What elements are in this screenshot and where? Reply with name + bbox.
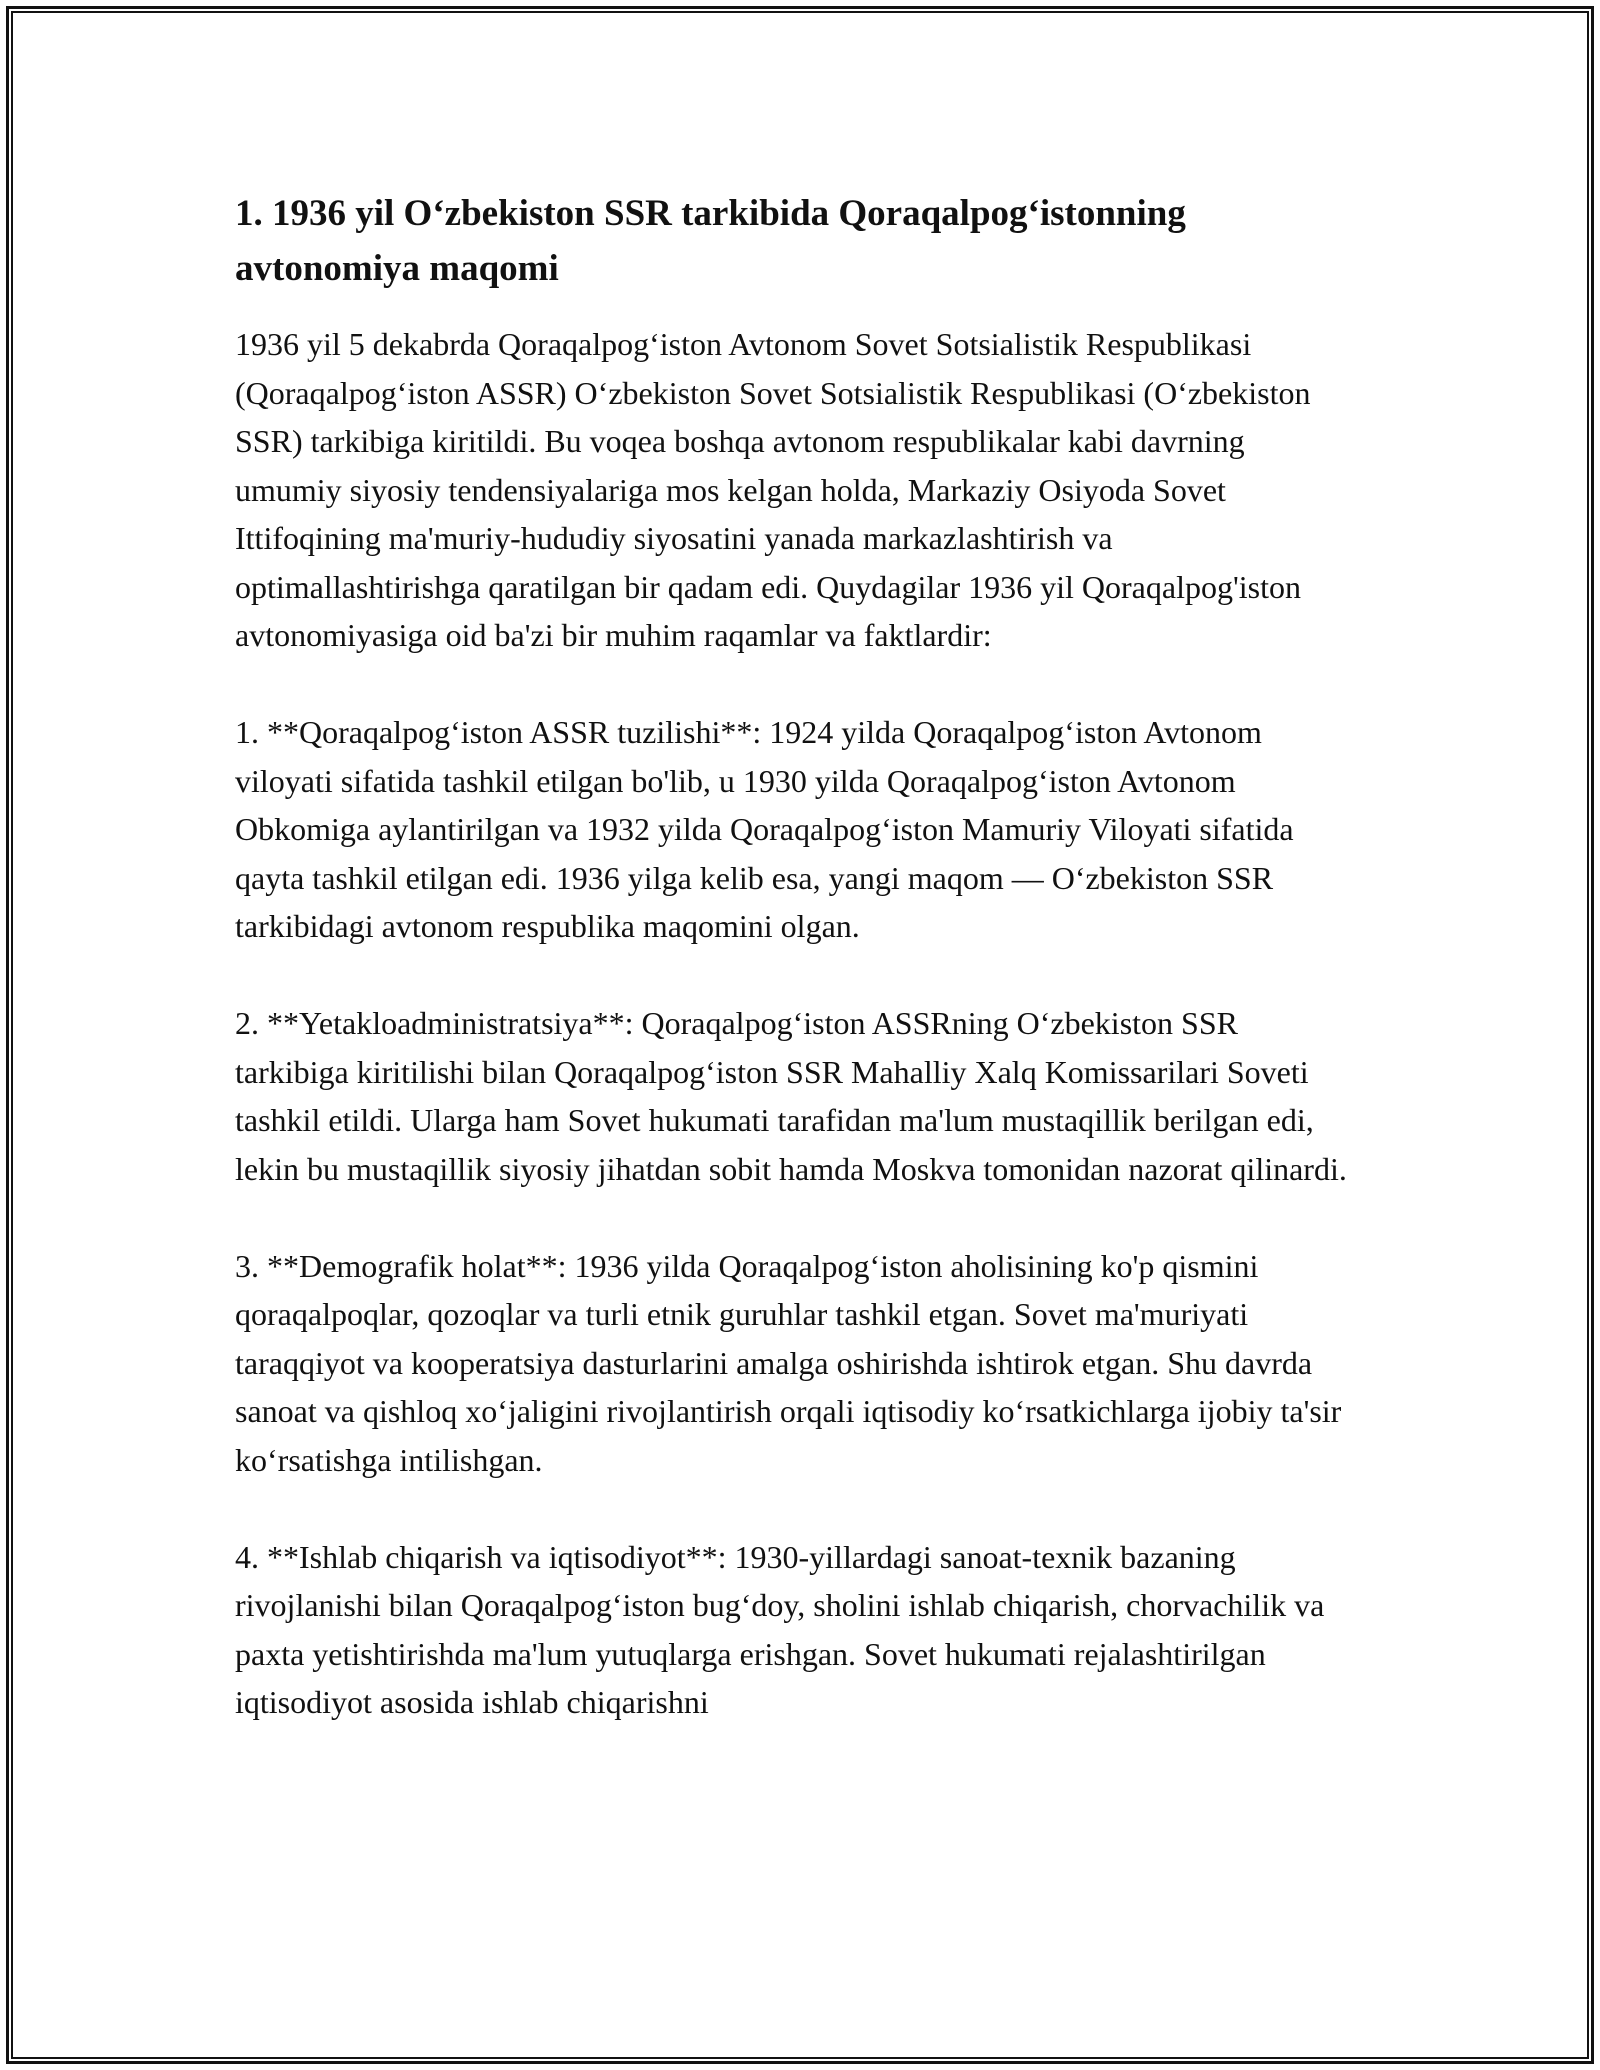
list-item-1: 1. **Qoraqalpog‘iston ASSR tuzilishi**: 1924 yilda Qoraqalpog‘iston Avtonom viloyati sifatida tashkil etilgan bo'lib, u 1930 yilda Qoraqalpog‘iston Avtonom Obkomiga aylantirilgan va 1932 yilda Qoraqalpog‘iston Mamuriy Viloyati sifatida qayta tashkil etilgan edi. 1936 yilga kelib esa, yangi maqom — O‘zbekiston SSR tarkibidagi avtonom respublika maqomini olgan. [235,714,1294,944]
list-item-4: 4. **Ishlab chiqarish va iqtisodiyot**: 1930-yillardagi sanoat-texnik bazaning rivojlanishi bilan Qoraqalpog‘iston bug‘doy, sholini ishlab chiqarish, chorvachilik va paxta yetishtirishda ma'lum yutuqlarga erishgan. Sovet hukumati rejalashtirilgan iqtisodiyot asosida ishlab chiqarishni [235,1538,1325,1720]
document-body [235,186,1355,1775]
document-title: 1. 1936 yil O‘zbekiston SSR tarkibida Qoraqalpog‘istonning avtonomiya maqomi [235,193,1186,289]
intro-paragraph: 1936 yil 5 dekabrda Qoraqalpog‘iston Avtonom Sovet Sotsialistik Respublikasi (Qoraqalpog‘iston ASSR) O‘zbekiston Sovet Sotsialistik Respublikasi (O‘zbekiston SSR) tarkibiga kiritildi. Bu voqea boshqa avtonom respublikalar kabi davrning umumiy siyosiy tendensiyalariga mos kelgan holda, Markaziy Osiyoda Sovet Ittifoqining ma'muriy-hududiy siyosatini yanada markazlashtirish va optimallashtirishga qaratilgan bir qadam edi. Quydagilar 1936 yil Qoraqalpog'iston avtonomiyasiga oid ba'zi bir muhim raqamlar va faktlardir: [235,326,1311,653]
list-item-3: 3. **Demografik holat**: 1936 yilda Qoraqalpog‘iston aholisining ko'p qismini qoraqalpoqlar, qozoqlar va turli etnik guruhlar tashkil etgan. Sovet ma'muriyati taraqqiyot va kooperatsiya dasturlarini amalga oshirishda ishtirok etgan. Shu davrda sanoat va qishloq xo‘jaligini rivojlantirish orqali iqtisodiy ko‘rsatkichlarga ijobiy ta'sir ko‘rsatishga intilishgan. [235,1247,1342,1478]
list-item-2: 2. **Yetakloadministratsiya**: Qoraqalpog‘iston ASSRning O‘zbekiston SSR tarkibiga kiritilishi bilan Qoraqalpog‘iston SSR Mahalliy Xalq Komissarilari Soveti tashkil etildi. Ularga ham Sovet hukumati tarafidan ma'lum mustaqillik berilgan edi, lekin bu mustaqillik siyosiy jihatdan sobit hamda Moskva tomonidan nazorat qilinardi. [235,1005,1347,1187]
